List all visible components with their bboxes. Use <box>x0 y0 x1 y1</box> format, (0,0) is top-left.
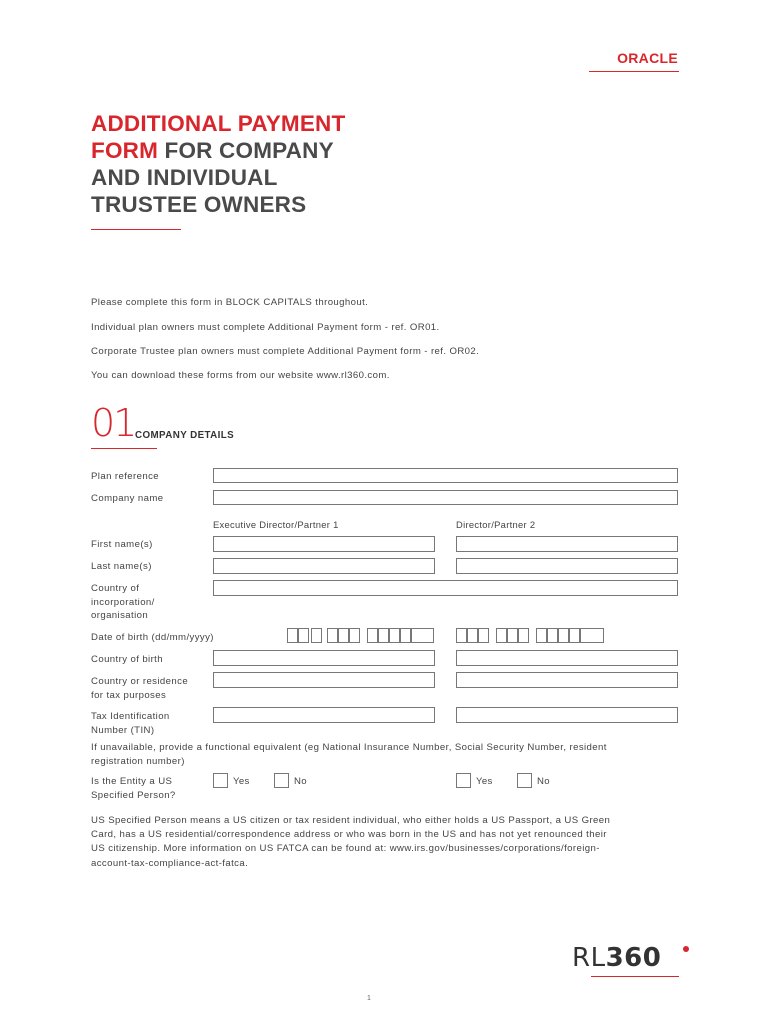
country-residence-input-1[interactable] <box>213 672 435 688</box>
first-names-input-1[interactable] <box>213 536 435 552</box>
intro-line-4: You can download these forms from our website www.rl360.com. <box>91 370 390 381</box>
dob-d2-year-digit[interactable] <box>547 628 558 643</box>
section-title: COMPANY DETAILS <box>135 430 235 441</box>
oracle-brand-label: ORACLE <box>617 50 678 66</box>
title-rule <box>91 229 181 230</box>
dob-d2-day-digit[interactable] <box>478 628 489 643</box>
us-note-line-2: Card, has a US residential/correspondence address or who was born in the US and has not yet renounced their <box>91 829 607 841</box>
us-entity-no-checkbox-2[interactable] <box>517 773 532 788</box>
dob-d1-day-digit[interactable] <box>287 628 298 643</box>
us-entity-no-checkbox-1[interactable] <box>274 773 289 788</box>
dob-label: Date of birth (dd/mm/yyyy) <box>91 632 214 643</box>
tin-input-1[interactable] <box>213 707 435 723</box>
dob-d1-year-digit[interactable] <box>411 628 434 643</box>
dob-d2-year-digit[interactable] <box>558 628 569 643</box>
column-heading-director-2: Director/Partner 2 <box>456 519 536 530</box>
rl360-logo <box>572 943 661 973</box>
company-name-input[interactable] <box>213 490 678 505</box>
dob-d1-year-digit[interactable] <box>400 628 411 643</box>
dob-d2-month-digit[interactable] <box>496 628 507 643</box>
dob-d2-year-digit[interactable] <box>536 628 547 643</box>
tin-label <box>91 710 170 737</box>
plan-reference-label: Plan reference <box>91 471 159 482</box>
tin-note <box>91 741 691 768</box>
section-rule <box>91 448 157 449</box>
tin-label-line-2: Number (TIN) <box>91 724 155 736</box>
intro-line-1: Please complete this form in BLOCK CAPITALS throughout. <box>91 297 369 308</box>
logo-360: 360 <box>605 943 662 973</box>
tin-note-line-2: registration number) <box>91 755 185 767</box>
us-entity-label-line-2: Specified Person? <box>91 789 176 801</box>
dob-d1-month-digit[interactable] <box>349 628 360 643</box>
us-specified-person-note <box>91 814 681 871</box>
page-title <box>91 110 451 218</box>
dob-boxes-director-2 <box>456 628 606 644</box>
tin-label-line-1: Tax Identification <box>91 711 170 722</box>
dob-d1-day-digit[interactable] <box>311 628 322 643</box>
title-line-2-red: FORM <box>91 138 159 163</box>
plan-reference-input[interactable] <box>213 468 678 483</box>
us-entity-yes-checkbox-2[interactable] <box>456 773 471 788</box>
dob-d1-year-digit[interactable] <box>378 628 389 643</box>
dob-d2-year-digit[interactable] <box>569 628 580 643</box>
dob-d1-month-digit[interactable] <box>327 628 338 643</box>
us-entity-label <box>91 775 176 802</box>
us-entity-yes-label-1: Yes <box>233 776 250 787</box>
intro-line-3: Corporate Trustee plan owners must complete Additional Payment form - ref. OR02. <box>91 346 480 357</box>
dob-d1-year-digit[interactable] <box>367 628 378 643</box>
last-names-input-1[interactable] <box>213 558 435 574</box>
dob-d2-day-digit[interactable] <box>467 628 478 643</box>
company-name-label: Company name <box>91 493 164 504</box>
country-birth-label: Country of birth <box>91 654 163 665</box>
us-note-line-1: US Specified Person means a US citizen or tax resident individual, who either holds a US Passport, a US Green <box>91 815 611 826</box>
country-incorporation-label-line-2: incorporation/ <box>91 596 155 608</box>
column-heading-director-1: Executive Director/Partner 1 <box>213 519 339 530</box>
dob-d1-year-digit[interactable] <box>389 628 400 643</box>
us-entity-yes-label-2: Yes <box>476 776 493 787</box>
us-entity-label-line-1: Is the Entity a US <box>91 776 173 787</box>
country-incorporation-label <box>91 582 155 623</box>
country-residence-label-line-2: for tax purposes <box>91 689 167 701</box>
us-entity-no-label-2: No <box>537 776 550 787</box>
country-residence-input-2[interactable] <box>456 672 678 688</box>
tin-note-line-1: If unavailable, provide a functional equivalent (eg National Insurance Number, Social Security Number, resident <box>91 742 607 753</box>
first-names-label: First name(s) <box>91 539 153 550</box>
country-residence-label <box>91 675 188 702</box>
country-birth-input-1[interactable] <box>213 650 435 666</box>
us-entity-yes-checkbox-1[interactable] <box>213 773 228 788</box>
tin-input-2[interactable] <box>456 707 678 723</box>
country-residence-label-line-1: Country or residence <box>91 676 189 687</box>
dob-d1-month-digit[interactable] <box>338 628 349 643</box>
us-note-line-4: account-tax-compliance-act-fatca. <box>91 857 249 869</box>
us-note-line-3: US citizenship. More information on US FATCA can be found at: www.irs.gov/businesses/corporations/foreign- <box>91 843 600 855</box>
dob-d2-year-digit[interactable] <box>580 628 604 643</box>
brand-rule <box>589 71 679 72</box>
country-incorporation-label-line-1: Country of <box>91 583 140 594</box>
section-number: 01 <box>91 401 136 445</box>
title-line-2-rest: FOR COMPANY <box>158 138 334 163</box>
dob-d1-day-digit[interactable] <box>298 628 309 643</box>
logo-rl: RL <box>572 943 606 973</box>
title-line-4: TRUSTEE OWNERS <box>91 192 307 217</box>
dob-d2-day-digit[interactable] <box>456 628 467 643</box>
last-names-input-2[interactable] <box>456 558 678 574</box>
us-entity-no-label-1: No <box>294 776 307 787</box>
dob-d2-month-digit[interactable] <box>507 628 518 643</box>
intro-line-2: Individual plan owners must complete Additional Payment form - ref. OR01. <box>91 322 440 333</box>
first-names-input-2[interactable] <box>456 536 678 552</box>
country-birth-input-2[interactable] <box>456 650 678 666</box>
title-line-1: ADDITIONAL PAYMENT <box>91 111 346 136</box>
page-number: 1 <box>367 995 371 1002</box>
logo-rule <box>591 976 679 977</box>
country-incorporation-label-line-3: organisation <box>91 610 149 621</box>
country-incorporation-input[interactable] <box>213 580 678 596</box>
dob-d2-month-digit[interactable] <box>518 628 529 643</box>
last-names-label: Last name(s) <box>91 561 152 572</box>
title-line-2 <box>91 137 451 164</box>
logo-dot <box>683 946 689 952</box>
title-line-3: AND INDIVIDUAL <box>91 165 278 190</box>
dob-boxes-director-1 <box>287 628 437 644</box>
